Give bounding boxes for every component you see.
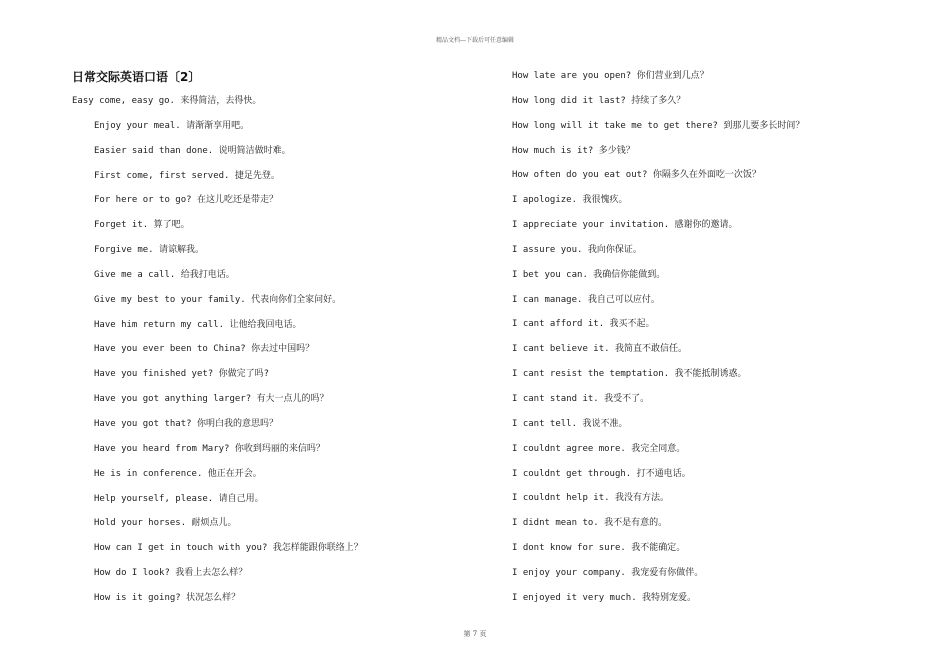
phrase-line: I dont know for sure. 我不能确定。 bbox=[512, 543, 686, 554]
phrase-line: I didnt mean to. 我不是有意的。 bbox=[512, 518, 668, 529]
phrase-line: I enjoyed it very much. 我特别宠爱。 bbox=[512, 592, 697, 603]
phrase-line: First come, first served. 捷足先登。 bbox=[94, 170, 280, 181]
phrase-line: Hold your horses. 耐烦点儿。 bbox=[94, 518, 237, 529]
phrase-line: How do I look? 我看上去怎么样？ bbox=[94, 568, 248, 579]
phrase-line: I cant believe it. 我简直不敢信任。 bbox=[512, 344, 687, 355]
phrase-line: I bet you can. 我确信你能做到。 bbox=[512, 269, 666, 280]
phrase-line: Help yourself, please. 请自己用。 bbox=[94, 493, 264, 504]
phrase-line: I cant tell. 我说不准。 bbox=[512, 418, 628, 429]
phrase-line: How long did it last? 持续了多久？ bbox=[512, 95, 686, 106]
phrase-line: Have you got that? 你明白我的意思吗？ bbox=[94, 418, 278, 429]
phrase-line: I cant stand it. 我受不了。 bbox=[512, 393, 650, 404]
phrase-line: I enjoy your company. 我宠爱有你做伴。 bbox=[512, 567, 704, 578]
phrase-line: For here or to go? 在这儿吃还是带走？ bbox=[94, 195, 278, 206]
phrase-line: Have you finished yet? 你做完了吗? bbox=[94, 369, 270, 380]
phrase-line: How can I get in touch with you? 我怎样能跟你联络上？ bbox=[94, 543, 363, 554]
phrase-line: How late are you open? 你们营业到几点？ bbox=[512, 71, 709, 81]
phrase-line: I can manage. 我自己可以应付。 bbox=[512, 294, 660, 305]
phrase-line: How much is it? 多少钱？ bbox=[512, 145, 635, 156]
page-header: 精品文档---下载后可任意编辑 bbox=[435, 37, 515, 44]
phrase-line: Enjoy your meal. 请渐渐享用吧。 bbox=[94, 120, 250, 131]
phrase-line: I apologize. 我很愧疚。 bbox=[512, 195, 628, 206]
phrase-line: I cant afford it. 我买不起。 bbox=[512, 319, 655, 330]
phrase-line: I appreciate your invitation. 感谢你的邀请。 bbox=[512, 220, 738, 231]
page-number: 第 7 页 bbox=[463, 630, 487, 638]
section-title: 日常交际英语口语〔2〕 bbox=[72, 70, 201, 84]
phrase-line: I couldnt get through. 打不通电话。 bbox=[512, 468, 691, 479]
phrase-line: Have you got anything larger? 有大一点儿的吗？ bbox=[94, 394, 329, 405]
phrase-line: I couldnt help it. 我没有方法。 bbox=[512, 493, 669, 504]
phrase-line: How long will it take me to get there? 到那儿要多长时间？ bbox=[512, 120, 805, 131]
phrase-line: I cant resist the temptation. 我不能抵制诱惑。 bbox=[512, 369, 747, 380]
phrase-line: Have him return my call. 让他给我回电话。 bbox=[94, 319, 302, 330]
right-phrase-column bbox=[512, 68, 804, 615]
phrase-line: Easy come, easy go. 来得简洁，去得快。 bbox=[72, 96, 262, 106]
left-phrase-column bbox=[72, 93, 363, 615]
phrase-line: Give my best to your family. 代表向你们全家问好。 bbox=[94, 294, 342, 305]
phrase-line: Forgive me. 请谅解我。 bbox=[94, 245, 205, 256]
phrase-line: I couldnt agree more. 我完全同意。 bbox=[512, 443, 686, 454]
phrase-line: Easier said than done. 说明简洁做时难。 bbox=[94, 145, 291, 156]
phrase-line: Give me a call. 给我打电话。 bbox=[94, 269, 235, 280]
phrase-line: How often do you eat out? 你隔多久在外面吃一次饭？ bbox=[512, 170, 761, 181]
phrase-line: How is it going? 状况怎么样？ bbox=[94, 592, 241, 603]
phrase-line: Have you heard from Mary? 你收到玛丽的来信吗？ bbox=[94, 443, 325, 454]
phrase-line: I assure you. 我向你保证。 bbox=[512, 244, 642, 255]
phrase-line: Have you ever been to China? 你去过中国吗？ bbox=[94, 344, 315, 355]
phrase-line: Forget it. 算了吧。 bbox=[94, 220, 190, 231]
phrase-line: He is in conference. 他正在开会。 bbox=[94, 468, 262, 479]
